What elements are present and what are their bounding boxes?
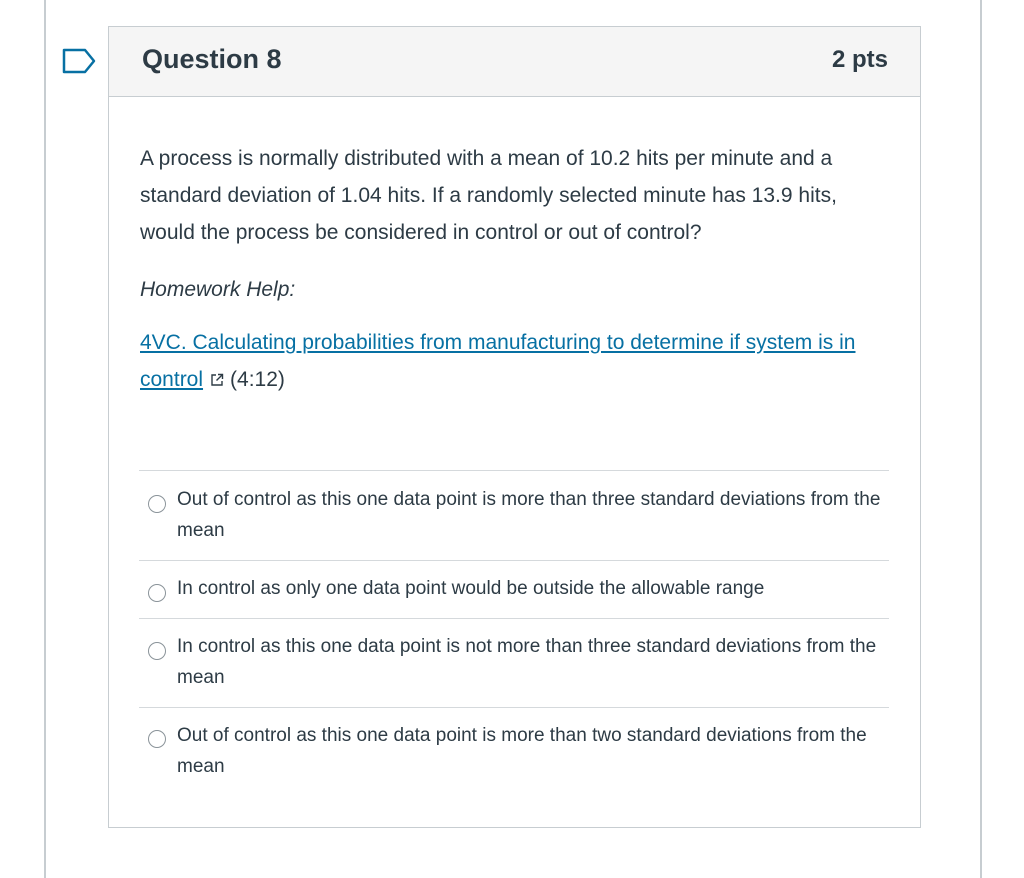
question-body bbox=[140, 140, 890, 398]
answer-option-1[interactable] bbox=[139, 470, 889, 560]
external-link-icon bbox=[210, 373, 224, 387]
answer-label-4: Out of control as this one data point is more than two standard deviations from the mean bbox=[177, 725, 867, 777]
video-duration: (4:12) bbox=[230, 368, 285, 391]
question-title: Question 8 bbox=[142, 44, 282, 74]
question-header bbox=[109, 27, 920, 97]
bookmark-flag-icon[interactable] bbox=[62, 48, 96, 74]
answer-label-2: In control as only one data point would be outside the allowable range bbox=[177, 578, 765, 599]
answer-option-3[interactable] bbox=[139, 618, 889, 707]
homework-help-label: Homework Help: bbox=[140, 278, 296, 301]
homework-video-link[interactable]: 4VC. Calculating probabilities from manufacturing to determine if system is in control bbox=[140, 331, 856, 391]
answer-label-1: Out of control as this one data point is more than three standard deviations from the mean bbox=[177, 489, 881, 541]
answer-option-4[interactable] bbox=[139, 707, 889, 797]
answer-label-3: In control as this one data point is not more than three standard deviations from the mean bbox=[177, 636, 877, 688]
question-text: A process is normally distributed with a mean of 10.2 hits per minute and a standard deviation of 1.04 hits. If a randomly selected minute has 13.9 hits, would the process be considered in control or out of control? bbox=[140, 147, 837, 244]
homework-link-line bbox=[140, 324, 890, 398]
radio-button-4[interactable] bbox=[148, 730, 166, 748]
answer-option-2[interactable] bbox=[139, 560, 889, 618]
radio-button-3[interactable] bbox=[148, 642, 166, 660]
radio-button-1[interactable] bbox=[148, 495, 166, 513]
answer-list bbox=[139, 470, 889, 797]
radio-button-2[interactable] bbox=[148, 584, 166, 602]
question-points: 2 pts bbox=[831, 46, 888, 73]
